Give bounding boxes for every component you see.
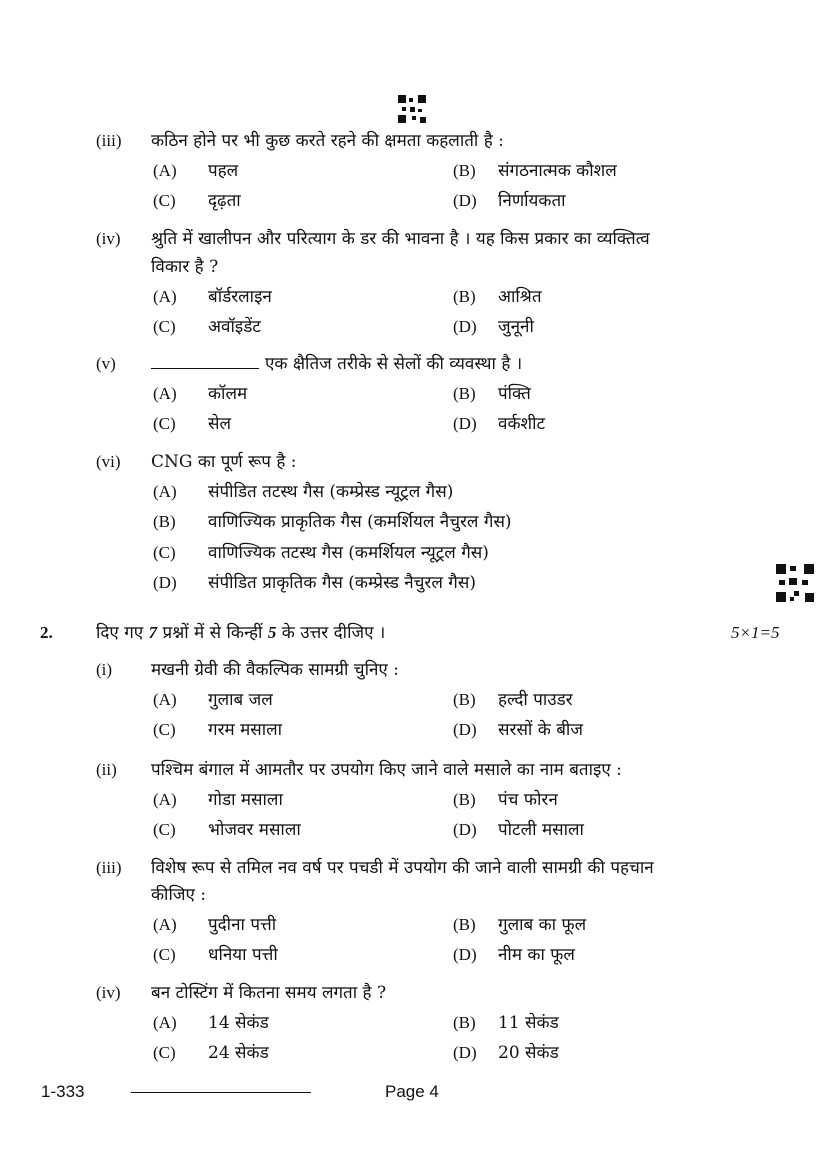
option-label: (C) [153, 945, 176, 964]
q2-ii-text: पश्चिम बंगाल में आमतौर पर उपयोग किए जाने वाले मसाले का नाम बताइए : [151, 760, 622, 780]
option-text: निर्णायकता [498, 191, 566, 211]
q2-ii-number: (ii) [96, 760, 117, 779]
q2-intro-part: दिए गए [96, 623, 149, 643]
option-text: 11 सेकंड [498, 1013, 559, 1033]
option-text: 24 सेकंड [208, 1043, 269, 1063]
option-label: (D) [453, 1043, 477, 1062]
option-label: (A) [153, 690, 177, 709]
option-text: कॉलम [208, 384, 248, 404]
q2-number: 2. [40, 623, 53, 642]
qr-code-top [398, 95, 426, 123]
q2-iv-text: बन टोस्टिंग में कितना समय लगता है ? [151, 983, 387, 1003]
option-label: (D) [153, 573, 177, 592]
option-label: (B) [453, 384, 476, 403]
option-label: (C) [153, 191, 176, 210]
option-text: गरम मसाला [208, 720, 283, 740]
option-label: (C) [153, 820, 176, 839]
q2-attempt-count: 5 [267, 623, 277, 642]
option-text: धनिया पत्ती [208, 945, 278, 965]
q2-iii-text-line1: विशेष रूप से तमिल नव वर्ष पर पचडी में उपयोग की जाने वाली सामग्री की पहचान [151, 858, 654, 878]
option-label: (D) [453, 317, 477, 336]
option-label: (A) [153, 790, 177, 809]
option-text: संपीडित तटस्थ गैस (कम्प्रेस्ड न्यूट्रल गैस) [208, 482, 454, 502]
q2-instruction [96, 622, 385, 644]
q1-vi-text: CNG का पूर्ण रूप है : [151, 452, 297, 472]
option-text: पहल [208, 161, 239, 181]
q2-i-number: (i) [96, 660, 113, 679]
option-text: पुदीना पत्ती [208, 915, 277, 935]
option-text: वाणिज्यिक प्राकृतिक गैस (कमर्शियल नैचुरल गैस) [208, 512, 512, 532]
option-text: आश्रित [498, 287, 542, 307]
option-label: (B) [453, 790, 476, 809]
option-text: संगठनात्मक कौशल [498, 161, 617, 181]
option-label: (D) [453, 820, 477, 839]
option-text: गुलाब जल [208, 690, 273, 710]
option-label: (B) [453, 287, 476, 306]
option-label: (B) [453, 1013, 476, 1032]
q1-iv-text-line2: विकार है ? [151, 257, 219, 277]
q2-i-text: मखनी ग्रेवी की वैकल्पिक सामग्री चुनिए : [151, 660, 399, 680]
option-text: सरसों के बीज [498, 720, 583, 740]
option-text: पंक्ति [498, 384, 531, 404]
option-text: बॉर्डरलाइन [208, 287, 272, 307]
option-label: (C) [153, 414, 176, 433]
page-number: Page 4 [385, 1082, 439, 1101]
option-label: (B) [453, 690, 476, 709]
q1-iv-text-line1: श्रुति में खालीपन और परित्याग के डर की भावना है । यह किस प्रकार का व्यक्तित्व [151, 229, 650, 249]
option-text: वर्कशीट [498, 414, 546, 434]
q2-iii-number: (iii) [96, 858, 122, 877]
option-label: (D) [453, 191, 477, 210]
footer-divider [131, 1092, 311, 1093]
fill-in-blank [151, 354, 259, 369]
q1-v-question [151, 353, 522, 375]
option-label: (B) [453, 915, 476, 934]
option-label: (A) [153, 1013, 177, 1032]
option-label: (A) [153, 384, 177, 403]
option-text: भोजवर मसाला [208, 820, 301, 840]
q1-v-text: एक क्षैतिज तरीके से सेलों की व्यवस्था है । [265, 354, 523, 374]
paper-code: 1-333 [41, 1082, 85, 1101]
option-label: (A) [153, 915, 177, 934]
option-text: गोडा मसाला [208, 790, 283, 810]
option-label: (C) [153, 720, 176, 739]
option-text: 20 सेकंड [498, 1043, 559, 1063]
option-label: (A) [153, 161, 177, 180]
q1-v-number: (v) [96, 354, 116, 373]
option-label: (C) [153, 543, 176, 562]
option-text: 14 सेकंड [208, 1013, 269, 1033]
q2-total-count: 7 [148, 623, 158, 642]
option-text: गुलाब का फूल [498, 915, 587, 935]
option-label: (D) [453, 414, 477, 433]
option-label: (C) [153, 317, 176, 336]
q2-iii-text-line2: कीजिए : [151, 885, 207, 905]
option-label: (C) [153, 1043, 176, 1062]
option-text: हल्दी पाउडर [498, 690, 573, 710]
option-text: नीम का फूल [498, 945, 575, 965]
q2-intro-part: के उत्तर दीजिए । [276, 623, 386, 643]
option-label: (A) [153, 482, 177, 501]
q1-vi-number: (vi) [96, 452, 121, 471]
q1-iii-number: (iii) [96, 131, 122, 150]
option-label: (B) [153, 512, 176, 531]
q1-iii-text: कठिन होने पर भी कुछ करते रहने की क्षमता कहलाती है : [151, 131, 504, 151]
option-label: (D) [453, 945, 477, 964]
option-text: सेल [208, 414, 232, 434]
option-text: जुनूनी [498, 317, 534, 337]
option-label: (D) [453, 720, 477, 739]
option-text: अवॉइडेंट [208, 317, 261, 337]
q2-intro-part: प्रश्नों में से किन्हीं [157, 623, 268, 643]
option-text: संपीडित प्राकृतिक गैस (कम्प्रेस्ड नैचुरल गैस) [208, 573, 476, 593]
option-label: (B) [453, 161, 476, 180]
option-text: पंच फोरन [498, 790, 558, 810]
q2-iv-number: (iv) [96, 983, 121, 1002]
option-text: पोटली मसाला [498, 820, 584, 840]
option-label: (A) [153, 287, 177, 306]
qr-code-side [776, 564, 814, 602]
option-text: वाणिज्यिक तटस्थ गैस (कमर्शियल न्यूट्रल गैस) [208, 543, 489, 563]
q1-iv-number: (iv) [96, 229, 121, 248]
option-text: दृढ़ता [208, 191, 241, 211]
q2-marks: 5×1=5 [731, 623, 780, 642]
